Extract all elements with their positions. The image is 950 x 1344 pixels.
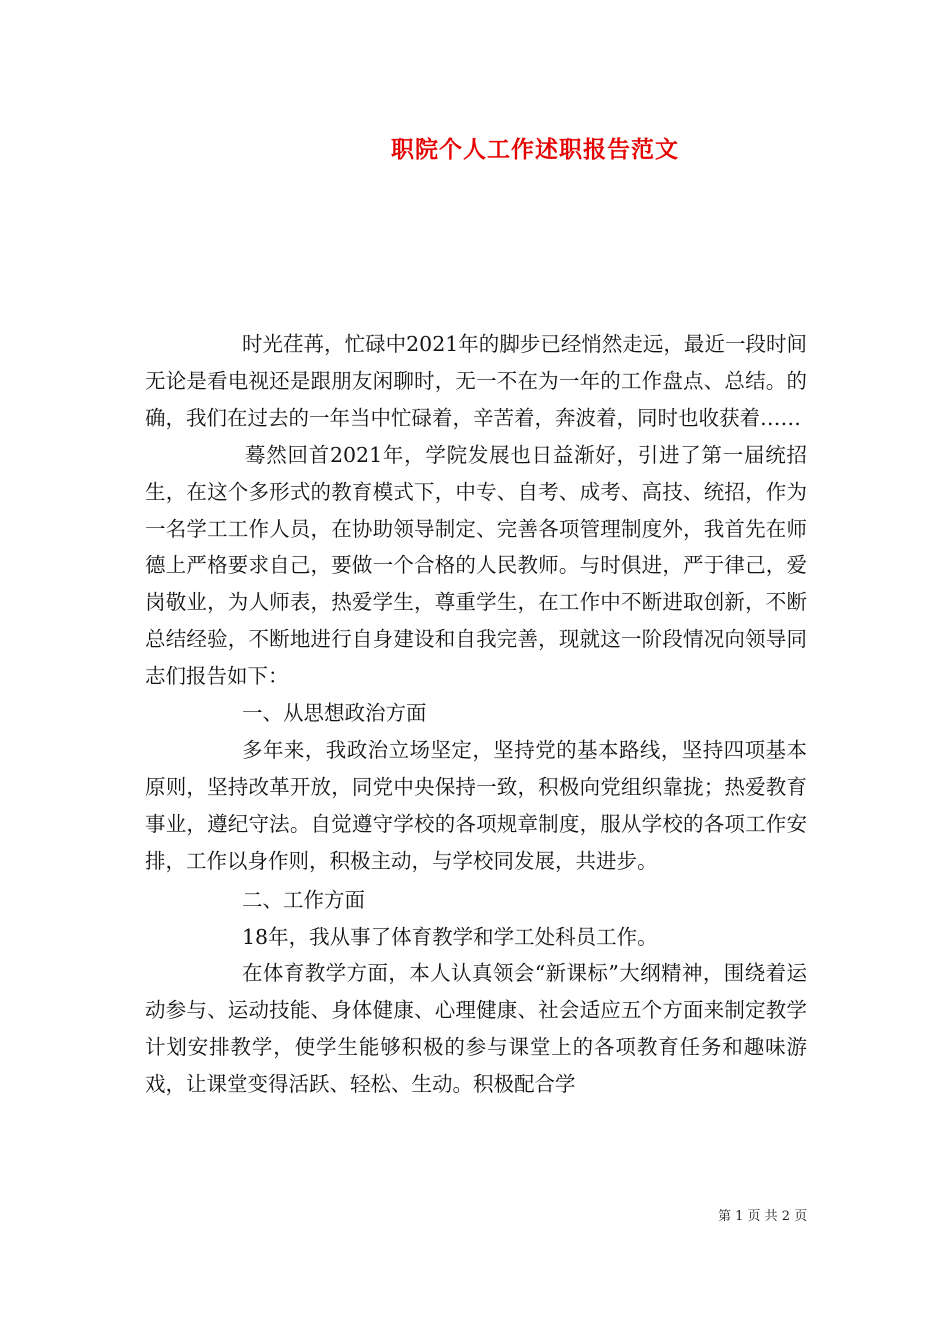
paragraph-politics: 多年来，我政治立场坚定，坚持党的基本路线，坚持四项基本原则，坚持改革开放，同党中央保持一致，积极向党组织靠拢；热爱教育事业，遵纪守法。自觉遵守学校的各项规章制度，服从学校的各项工作安排，工作以身作则，积极主动，与学校同发展，共进步。 bbox=[145, 737, 807, 873]
page-number: 第 1 页 共 2 页 bbox=[718, 1209, 808, 1224]
section-heading-work: 二、工作方面 bbox=[242, 887, 365, 912]
document-body bbox=[145, 326, 807, 1103]
paragraph-review: 蓦然回首2021年，学院发展也日益渐好，引进了第一届统招生，在这个多形式的教育模式下，中专、自考、成考、高技、统招，作为一名学工工作人员，在协助领导制定、完善各项管理制度外，我首先在师德上严格要求自己，要做一个合格的人民教师。与时俱进，严于律己，爱岗敬业，为人师表，热爱学生，尊重学生，在工作中不断进取创新，不断总结经验，不断地进行自身建设和自我完善，现就这一阶段情况向领导同志们报告如下： bbox=[145, 442, 807, 689]
paragraph-pe-teaching: 在体育教学方面，本人认真领会“新课标”大纲精神，围绕着运动参与、运动技能、身体健康、心理健康、社会适应五个方面来制定教学计划安排教学，使学生能够积极的参与课堂上的各项教育任务和趣味游戏，让课堂变得活跃、轻松、生动。积极配合学 bbox=[145, 961, 807, 1097]
section-heading-politics: 一、从思想政治方面 bbox=[242, 701, 427, 726]
paragraph-work-summary: 18年，我从事了体育教学和学工处科员工作。 bbox=[242, 924, 658, 949]
document-title: 职院个人工作述职报告范文 bbox=[391, 136, 679, 163]
paragraph-intro: 时光荏苒，忙碌中2021年的脚步已经悄然走远，最近一段时间无论是看电视还是跟朋友闲聊时，无一不在为一年的工作盘点、总结。的确，我们在过去的一年当中忙碌着，辛苦着，奔波着，同时也收获着…… bbox=[145, 332, 807, 430]
